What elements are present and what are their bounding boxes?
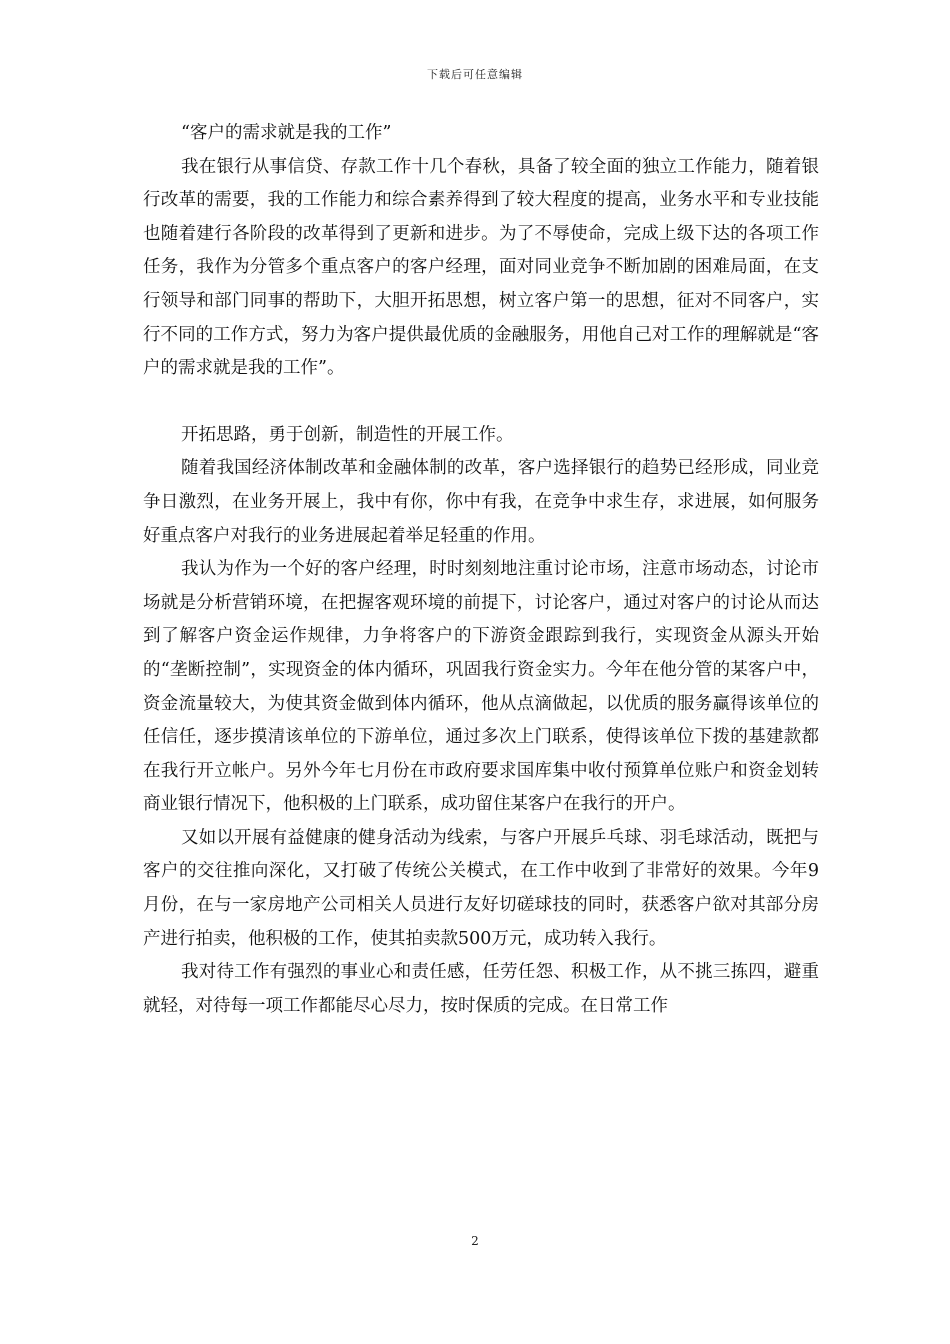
paragraph-market-research: 我认为作为一个好的客户经理，时时刻刻地注重讨论市场，注意市场动态，讨论市场就是分析营销环境，在把握客观环境的前提下，讨论客户，通过对客户的讨论从而达到了解客户资金运作规律，力争将客户的下游资金跟踪到我行，实现资金从源头开始的“垄断控制”，实现资金的体内循环，巩固我行资金实力。今年在他分管的某客户中，资金流量较大，为使其资金做到体内循环，他从点滴做起，以优质的服务赢得该单位的任信任，逐步摸清该单位的下游单位，通过多次上门联系，使得该单位下拨的基建款都在我行开立帐户。另外今年七月份在市政府要求国库集中收付预算单位账户和资金划转商业银行情况下，他积极的上门联系，成功留住某客户在我行的开户。 bbox=[143, 559, 819, 815]
paragraph-competition: 随着我国经济体制改革和金融体制的改革，客户选择银行的趋势已经形成，同业竞争日激烈，在业务开展上，我中有你，你中有我，在竞争中求生存，求进展，如何服务好重点客户对我行的业务进展起着举足轻重的作用。 bbox=[143, 458, 819, 546]
section-heading-customer-needs: “客户的需求就是我的工作” bbox=[181, 123, 392, 143]
section-heading-innovation: 开拓思路，勇于创新，制造性的开展工作。 bbox=[181, 424, 514, 445]
paragraph-intro: 我在银行从事信贷、存款工作十几个春秋，具备了较全面的独立工作能力，随着银行改革的需要，我的工作能力和综合素养得到了较大程度的提高，业务水平和专业技能也随着建行各阶段的改革得到了更新和进步。为了不辱使命，完成上级下达的各项工作任务，我作为分管多个重点客户的客户经理，面对同业竞争不断加剧的困难局面，在支行领导和部门同事的帮助下，大胆开拓思想，树立客户第一的思想，征对不同客户，实行不同的工作方式，努力为客户提供最优质的金融服务，用他自己对工作的理解就是“客户的需求就是我的工作”。 bbox=[143, 156, 819, 379]
paragraph-fitness-activities: 又如以开展有益健康的健身活动为线索，与客户开展乒乓球、羽毛球活动，既把与客户的交往推向深化，又打破了传统公关模式，在工作中收到了非常好的效果。今年9月份，在与一家房地产公司相关人员进行友好切磋球技的同时，获悉客户欲对其部分房产进行拍卖，他积极的工作，使其拍卖款500万元，成功转入我行。 bbox=[143, 827, 819, 949]
page-header: 下载后可任意编辑 bbox=[427, 68, 523, 81]
page-number: 2 bbox=[471, 1234, 479, 1248]
document-body bbox=[143, 117, 819, 1023]
paragraph-work-attitude: 我对待工作有强烈的事业心和责任感，任劳任怨、积极工作，从不挑三拣四，避重就轻，对待每一项工作都能尽心尽力，按时保质的完成。在日常工作 bbox=[143, 962, 819, 1016]
